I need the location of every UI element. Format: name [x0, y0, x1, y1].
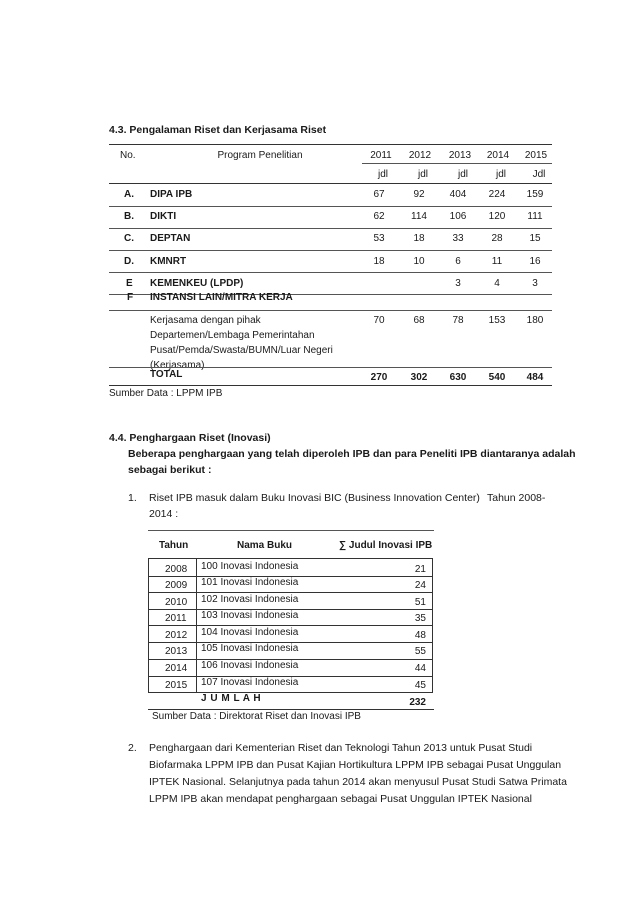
section-44-title: 4.4. Penghargaan Riset (Inovasi): [109, 432, 271, 444]
book-cell: 103 Inovasi Indonesia: [201, 610, 299, 621]
table-rule: [148, 709, 434, 710]
item-text-line: Biofarmaka LPPM IPB dan Pusat Kajian Hortikultura LPPM IPB sebagai Pusat Unggulan: [149, 759, 562, 771]
year-cell: 2014: [165, 663, 188, 674]
table-rule: [109, 272, 552, 273]
row-value: 62: [373, 211, 385, 222]
row-no: C.: [124, 233, 134, 244]
count-cell: 24: [414, 580, 426, 591]
kerjasama-value: 70: [373, 315, 385, 326]
total-value: 484: [526, 372, 544, 383]
row-rule: [148, 625, 433, 626]
item-text-line: Penghargaan dari Kementerian Riset dan Teknologi Tahun 2013 untuk Pusat Studi: [149, 742, 533, 754]
book-cell: 101 Inovasi Indonesia: [201, 577, 299, 588]
row-name: INSTANSI LAIN/MITRA KERJA: [150, 292, 293, 303]
book-cell: 100 Inovasi Indonesia: [201, 561, 299, 572]
table-rule: [109, 310, 552, 311]
row-value: 106: [449, 211, 467, 222]
year-cell: 2013: [165, 646, 188, 657]
header-year: 2014: [486, 150, 510, 161]
item-text: Riset IPB masuk dalam Buku Inovasi BIC (Business Innovation Center): [149, 492, 480, 504]
table-rule: [109, 206, 552, 207]
table-rule: [148, 530, 434, 531]
count-cell: 48: [414, 630, 426, 641]
source-note: Sumber Data : LPPM IPB: [109, 388, 223, 399]
book-cell: 102 Inovasi Indonesia: [201, 594, 299, 605]
intro-line: sebagai berikut :: [128, 464, 212, 476]
book-cell: 105 Inovasi Indonesia: [201, 643, 299, 654]
item-text-line: IPTEK Nasional. Selanjutnya pada tahun 2014 akan menyusul Pusat Studi Satwa Primata: [149, 776, 567, 788]
year-cell: 2015: [165, 680, 188, 691]
total-label: TOTAL: [150, 369, 183, 380]
count-cell: 44: [414, 663, 426, 674]
row-value: 4: [494, 278, 500, 289]
table-rule: [109, 367, 552, 368]
row-name: DEPTAN: [150, 233, 191, 244]
header-program: Program Penelitian: [217, 150, 303, 161]
count-cell: 45: [414, 680, 426, 691]
count-cell: 35: [414, 613, 426, 624]
item-number: 1.: [128, 492, 137, 504]
row-name: KEMENKEU (LPDP): [150, 278, 244, 289]
header-judul: ∑ Judul Inovasi IPB: [339, 540, 433, 551]
year-cell: 2010: [165, 597, 188, 608]
count-cell: 21: [414, 564, 426, 575]
row-value: 3: [455, 278, 461, 289]
header-unit: jdl: [457, 169, 468, 180]
kerjasama-line: Departemen/Lembaga Pemerintahan: [150, 330, 315, 341]
header-unit: Jdl: [532, 169, 546, 180]
year-cell: 2009: [165, 580, 188, 591]
row-no: F: [127, 292, 134, 303]
header-tahun: Tahun: [159, 540, 189, 551]
header-unit: jdl: [495, 169, 506, 180]
row-value: 53: [373, 233, 385, 244]
total-value: 302: [410, 372, 428, 383]
table-rule: [109, 385, 552, 386]
header-year: 2011: [370, 150, 392, 161]
row-value: 114: [411, 211, 427, 222]
book-cell: 106 Inovasi Indonesia: [201, 660, 299, 671]
row-value: 404: [449, 189, 467, 200]
row-value: 18: [373, 256, 385, 267]
row-value: 15: [529, 233, 541, 244]
row-rule: [148, 592, 433, 593]
header-no: No.: [120, 150, 136, 161]
header-unit: jdl: [417, 169, 428, 180]
row-no: E: [126, 278, 133, 289]
year-cell: 2011: [165, 613, 187, 624]
row-value: 16: [529, 256, 541, 267]
row-value: 3: [532, 278, 538, 289]
row-value: 33: [452, 233, 464, 244]
kerjasama-value: 180: [526, 315, 544, 326]
year-cell: 2012: [165, 630, 188, 641]
book-cell: 104 Inovasi Indonesia: [201, 627, 299, 638]
row-no: D.: [124, 256, 134, 267]
row-value: 10: [413, 256, 425, 267]
header-year: 2015: [524, 150, 548, 161]
total-value: 540: [488, 372, 506, 383]
book-cell: 107 Inovasi Indonesia: [201, 677, 299, 688]
count-cell: 55: [414, 646, 426, 657]
jumlah-value: 232: [409, 697, 426, 708]
item-year-range: Tahun 2008-: [487, 492, 546, 504]
table-rule: [109, 250, 552, 251]
item-text: 2014 :: [149, 508, 179, 520]
row-name: KMNRT: [150, 256, 187, 267]
table-rule: [362, 163, 552, 164]
row-value: 11: [491, 256, 503, 267]
kerjasama-line: Kerjasama dengan pihak: [150, 315, 261, 326]
header-year: 2012: [408, 150, 432, 161]
total-value: 630: [449, 372, 467, 383]
kerjasama-value: 68: [413, 315, 425, 326]
jumlah-label: J U M L A H: [201, 693, 262, 704]
item-text-line: LPPM IPB akan mendapat penghargaan sebagai Pusat Unggulan IPTEK Nasional: [149, 793, 532, 805]
row-value: 92: [413, 189, 425, 200]
row-value: 6: [455, 256, 461, 267]
table-rule: [109, 183, 552, 184]
year-cell: 2008: [165, 564, 188, 575]
table-rule: [109, 144, 552, 145]
kerjasama-line: Pusat/Pemda/Swasta/BUMN/Luar Negeri: [150, 345, 333, 356]
header-year: 2013: [448, 150, 472, 161]
kerjasama-value: 78: [452, 315, 464, 326]
intro-line: Beberapa penghargaan yang telah diperoleh IPB dan para Peneliti IPB diantaranya adalah: [128, 448, 576, 460]
row-value: 18: [413, 233, 425, 244]
row-value: 224: [488, 189, 506, 200]
kerjasama-line: (Kerjasama): [150, 360, 205, 371]
row-value: 28: [491, 233, 503, 244]
header-nama-buku: Nama Buku: [237, 540, 293, 551]
header-unit: jdl: [377, 169, 388, 180]
row-value: 120: [488, 211, 506, 222]
kerjasama-value: 153: [488, 315, 506, 326]
section-43-title: 4.3. Pengalaman Riset dan Kerjasama Riset: [109, 124, 327, 136]
row-value: 111: [527, 211, 543, 222]
row-value: 67: [373, 189, 385, 200]
total-value: 270: [370, 372, 388, 383]
row-name: DIPA IPB: [150, 189, 193, 200]
row-value: 159: [526, 189, 544, 200]
table-rule: [109, 228, 552, 229]
table-source-note: Sumber Data : Direktorat Riset dan Inovasi IPB: [152, 711, 361, 722]
item-number: 2.: [128, 742, 137, 754]
count-cell: 51: [414, 597, 426, 608]
row-no: B.: [124, 211, 134, 222]
row-name: DIKTI: [150, 211, 177, 222]
row-no: A.: [124, 189, 134, 200]
